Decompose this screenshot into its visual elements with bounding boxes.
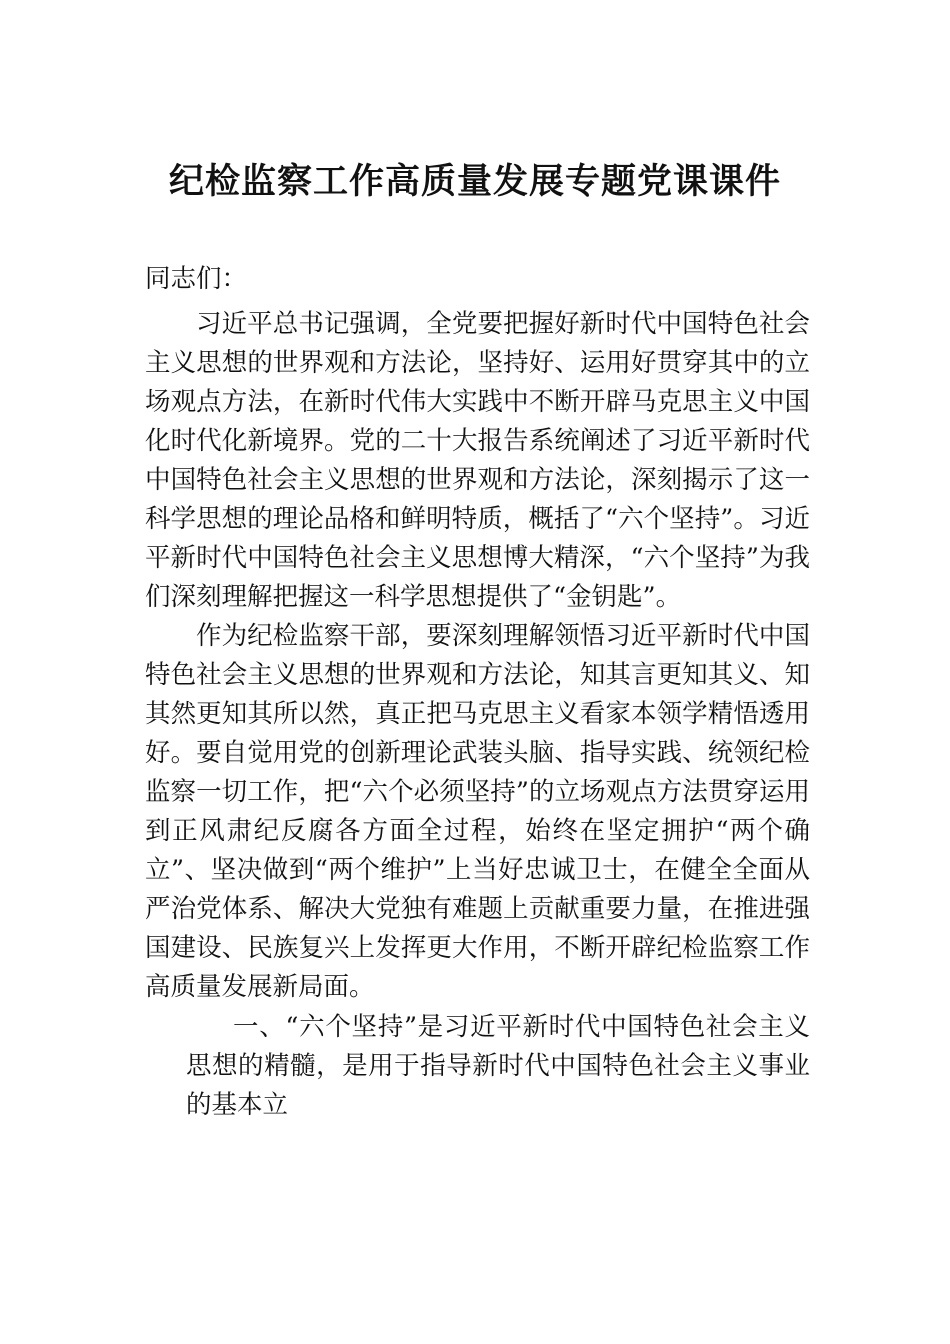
salutation: 同志们： xyxy=(145,264,248,294)
paragraph-1: 习近平总书记强调，全党要把握好新时代中国特色社会主义思想的世界观和方法论，坚持好、运用好贯穿其中的立场观点方法，在新时代伟大实践中不断开辟马克思主义中国化时代化新境界。党的二十大报告系统阐述了习近平新时代中国特色社会主义思想的世界观和方法论，深刻揭示了这一科学思想的理论品格和鲜明特质，概括了“六个坚持”。习近平新时代中国特色社会主义思想博大精深，“六个坚持”为我们深刻理解把握这一科学思想提供了“金钥匙”。 xyxy=(145,309,810,612)
document-title: 纪检监察工作高质量发展专题党课课件 xyxy=(168,161,781,202)
paragraph-2: 作为纪检监察干部，要深刻理解领悟习近平新时代中国特色社会主义思想的世界观和方法论，知其言更知其义、知其然更知其所以然，真正把马克思主义看家本领学精悟透用好。要自觉用党的创新理论武装头脑、指导实践、统领纪检监察一切工作，把“六个必须坚持”的立场观点方法贯穿运用到正风肃纪反腐各方面全过程，始终在坚定拥护“两个确立”、坚决做到“两个维护”上当好忠诚卫士，在健全全面从严治党体系、解决大党独有难题上贡献重要力量，在推进强国建设、民族复兴上发挥更大作用，不断开辟纪检监察工作高质量发展新局面。 xyxy=(145,621,810,1002)
section-heading-1: 一、“六个坚持”是习近平新时代中国特色社会主义思想的精髓，是用于指导新时代中国特色社会主义事业的基本立 xyxy=(186,1012,810,1120)
